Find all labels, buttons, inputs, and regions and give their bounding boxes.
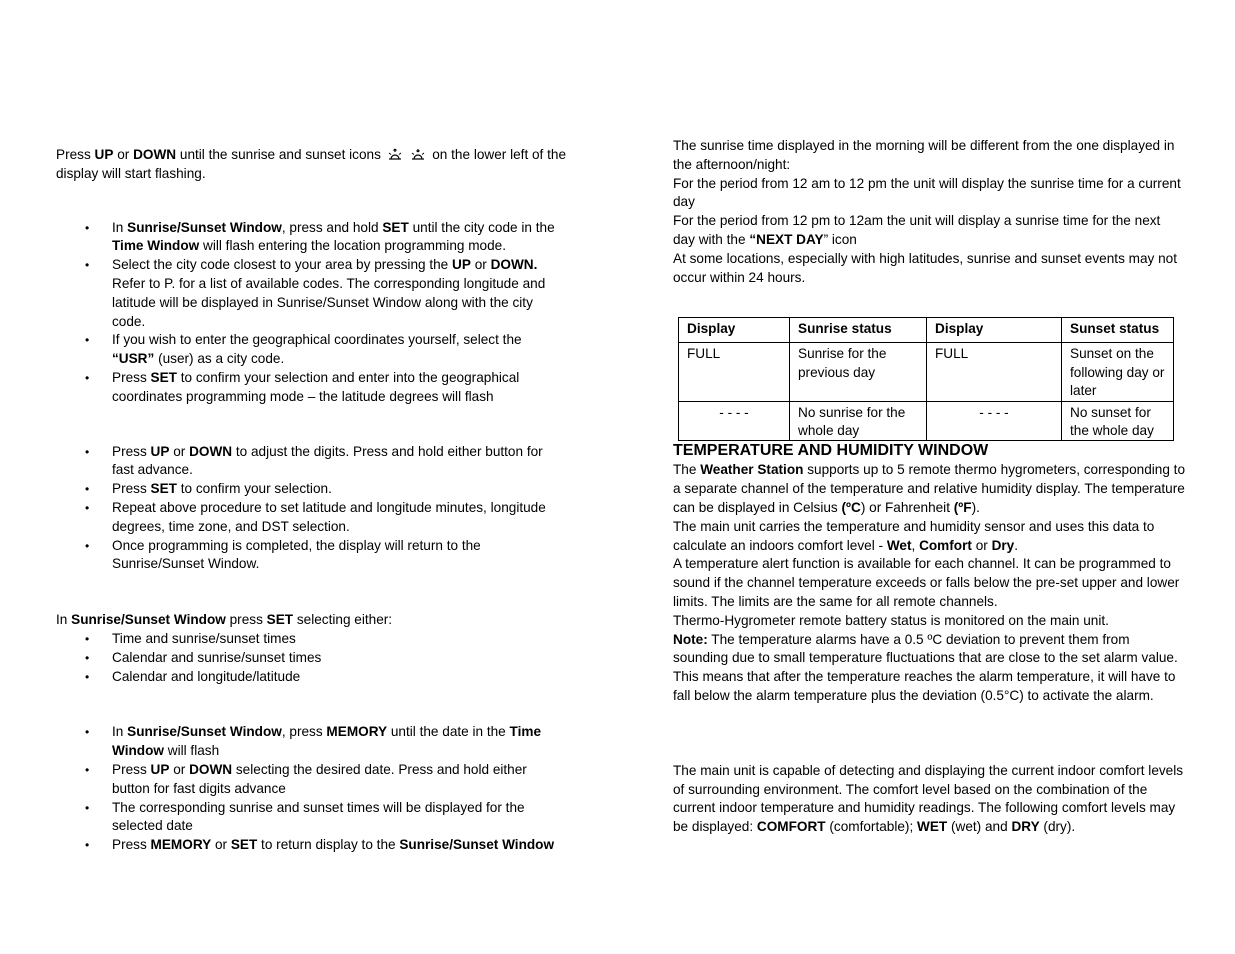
- paragraph: For the period from 12 pm to 12am the unit will display a sunrise time for the next day with the “NEXT DAY” icon: [673, 213, 1161, 247]
- list-item: • The corresponding sunrise and sunset times will be displayed for the selected date: [56, 799, 566, 837]
- table-header-row: [679, 318, 1174, 343]
- sunset-icon: [410, 147, 426, 161]
- table-cell: FULL: [927, 343, 1062, 401]
- paragraph: The main unit carries the temperature and humidity sensor and uses this data to calculate an indoors comfort level - Wet, Comfort or Dry.: [673, 518, 1155, 553]
- list-item: • Select the city code closest to your area by pressing the UP or DOWN. Refer to P. for a list of available codes. The corresponding longitude and latitude will be displayed in Sunrise/Sunset Window along with the city code.: [56, 256, 566, 331]
- sunrise-sunset-status-table: [678, 317, 1174, 441]
- list-item: • Time and sunrise/sunset times: [56, 630, 566, 649]
- sunrise-notes: [673, 137, 1185, 287]
- list-item: • Press MEMORY or SET to return display to the Sunrise/Sunset Window: [56, 836, 566, 855]
- display-mode-list: [56, 630, 566, 686]
- list-item: • Press SET to confirm your selection and enter into the geographical coordinates programming mode – the latitude degrees will flash: [56, 369, 566, 407]
- list-item: • Once programming is completed, the display will return to the Sunrise/Sunset Window.: [56, 537, 566, 575]
- table-header: Sunrise status: [790, 318, 927, 343]
- paragraph: For the period from 12 am to 12 pm the unit will display the sunrise time for a current day: [673, 175, 1181, 210]
- table-row: [679, 343, 1174, 401]
- table-header: Sunset status: [1062, 318, 1174, 343]
- table-header: Display: [927, 318, 1062, 343]
- table-cell: - - - -: [927, 401, 1062, 441]
- paragraph: Thermo-Hygrometer remote battery status is monitored on the main unit.: [673, 612, 1109, 628]
- display-mode-intro: In Sunrise/Sunset Window press SET selecting either:: [56, 612, 393, 628]
- list-item: • Press UP or DOWN selecting the desired date. Press and hold either button for fast digits advance: [56, 761, 566, 799]
- table-cell: No sunrise for the whole day: [790, 401, 927, 441]
- right-column: [673, 137, 1185, 837]
- paragraph: Note: The temperature alarms have a 0.5 ºC deviation to prevent them from sounding due to small temperature fluctuations that are close to the set alarm value. This means that after the temperature reaches the alarm temperature, it will have to fall below the alarm temperature plus the deviation (0.5°C) to activate the alarm.: [673, 631, 1178, 703]
- table-cell: No sunset for the whole day: [1062, 401, 1174, 441]
- table-cell: Sunrise for the previous day: [790, 343, 927, 401]
- location-programming-list: [56, 219, 566, 407]
- sunrise-intro: Press UP or DOWN until the sunrise and sunset icons on the lower left of the display will start flashing.: [56, 147, 567, 181]
- list-item: • Press SET to confirm your selection.: [56, 480, 566, 499]
- coordinate-adjust-list: [56, 443, 566, 575]
- paragraph: The main unit is capable of detecting and displaying the current indoor comfort levels of surrounding environment. The comfort level based on the combination of the current indoor temperature and humidity readings. The following comfort levels may be displayed: COMFORT (comfortable); WET (wet) and DRY (dry).: [673, 762, 1184, 835]
- paragraph: The Weather Station supports up to 5 remote thermo hygrometers, corresponding to a separate channel of the temperature and relative humidity display. The temperature can be displayed in Celsius (ºC) or Fahrenheit (ºF).: [673, 462, 1186, 515]
- list-item: • If you wish to enter the geographical coordinates yourself, select the “USR” (user) as a city code.: [56, 331, 566, 369]
- table-header: Display: [679, 318, 790, 343]
- section-heading: TEMPERATURE AND HUMIDITY WINDOW: [673, 442, 989, 460]
- paragraph: At some locations, especially with high latitudes, sunrise and sunset events may not occur within 24 hours.: [673, 250, 1177, 285]
- comfort-level-notes: [673, 762, 1185, 837]
- table-row: [679, 401, 1174, 441]
- table-cell: - - - -: [679, 401, 790, 441]
- paragraph: A temperature alert function is available for each channel. It can be programmed to sound if the channel temperature exceeds or falls below the pre-set upper and lower limits. The limits are the same for all remote channels.: [673, 556, 1180, 609]
- list-item: • Calendar and sunrise/sunset times: [56, 649, 566, 668]
- date-memory-list: [56, 723, 566, 855]
- list-item: • Press UP or DOWN to adjust the digits. Press and hold either button for fast advance.: [56, 443, 566, 481]
- table-cell: Sunset on the following day or later: [1062, 343, 1174, 401]
- left-column: [56, 146, 566, 855]
- list-item: • In Sunrise/Sunset Window, press MEMORY until the date in the Time Window will flash: [56, 723, 566, 761]
- list-item: • In Sunrise/Sunset Window, press and hold SET until the city code in the Time Window will flash entering the location programming mode.: [56, 219, 566, 257]
- sunrise-icon: [387, 147, 403, 161]
- paragraph: The sunrise time displayed in the morning will be different from the one displayed in the afternoon/night:: [673, 138, 1175, 172]
- table-cell: FULL: [679, 343, 790, 401]
- temperature-humidity-notes: [673, 461, 1185, 705]
- list-item: • Calendar and longitude/latitude: [56, 668, 566, 687]
- list-item: • Repeat above procedure to set latitude and longitude minutes, longitude degrees, time zone, and DST selection.: [56, 499, 566, 537]
